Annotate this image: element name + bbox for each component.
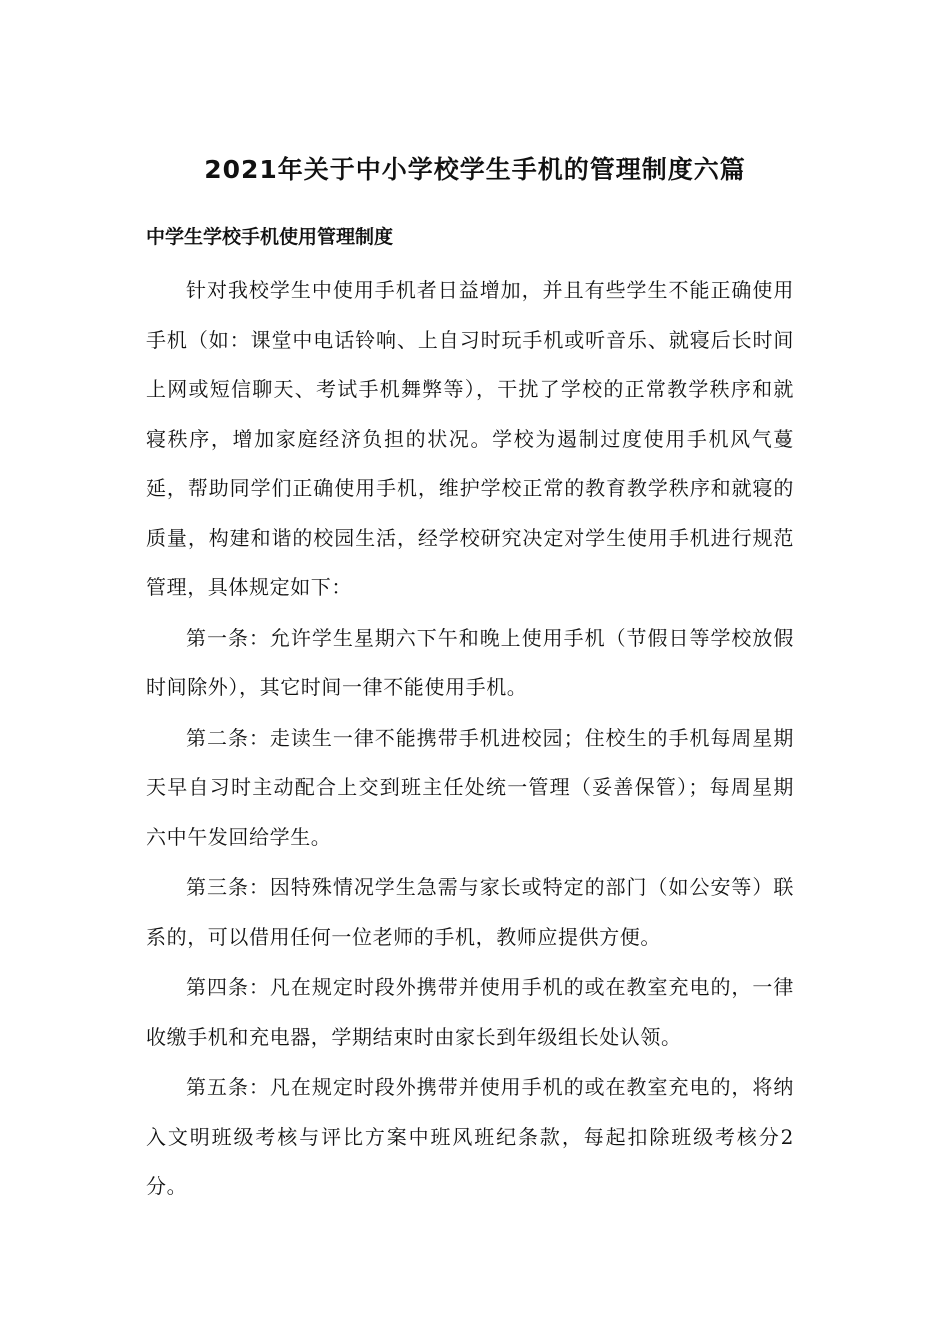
paragraph-article-4: 第四条：凡在规定时段外携带并使用手机的或在教室充电的，一律收缴手机和充电器，学期结束时由家长到年级组长处认领。 (146, 975, 794, 1049)
section-heading: 中学生学校手机使用管理制度 (146, 226, 394, 248)
paragraph-article-3: 第三条：因特殊情况学生急需与家长或特定的部门（如公安等）联系的，可以借用任何一位老师的手机，教师应提供方便。 (146, 875, 794, 949)
document-title: 2021年关于中小学校学生手机的管理制度六篇 (204, 155, 746, 184)
paragraph-article-1: 第一条：允许学生星期六下午和晚上使用手机（节假日等学校放假时间除外），其它时间一律不能使用手机。 (146, 625, 794, 699)
paragraph-article-2: 第二条：走读生一律不能携带手机进校园；住校生的手机每周星期天早自习时主动配合上交到班主任处统一管理（妥善保管）；每周星期六中午发回给学生。 (146, 725, 794, 849)
paragraph-article-5: 第五条：凡在规定时段外携带并使用手机的或在教室充电的，将纳入文明班级考核与评比方案中班风班纪条款，每起扣除班级考核分2分。 (146, 1075, 794, 1198)
document-body (146, 266, 794, 1212)
paragraph-intro: 针对我校学生中使用手机者日益增加，并且有些学生不能正确使用手机（如：课堂中电话铃响、上自习时玩手机或听音乐、就寝后长时间上网或短信聊天、考试手机舞弊等），干扰了学校的正常教学秩序和就寝秩序，增加家庭经济负担的状况。学校为遏制过度使用手机风气蔓延，帮助同学们正确使用手机，维护学校正常的教育教学秩序和就寝的质量，构建和谐的校园生活，经学校研究决定对学生使用手机进行规范管理，具体规定如下： (146, 278, 794, 599)
